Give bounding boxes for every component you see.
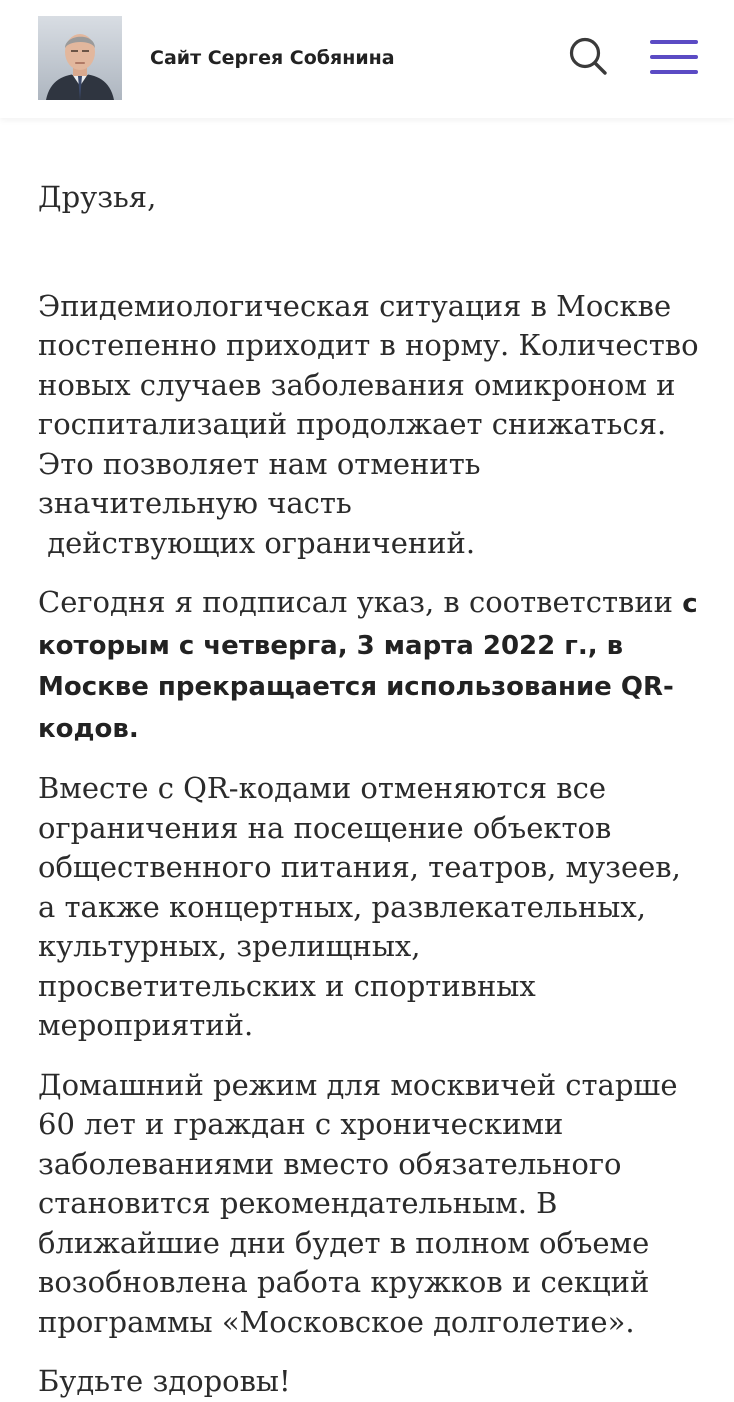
menu-button[interactable] <box>650 38 698 76</box>
site-title[interactable]: Сайт Сергея Собянина <box>150 47 395 69</box>
person-photo-icon <box>38 16 122 100</box>
paragraph-decree <box>38 583 706 749</box>
hamburger-menu-icon <box>650 38 698 76</box>
paragraph-restrictions: Вместе с QR-кодами отменяются все ограничения на посещение объектов общественного питания, театров, музеев, а также концертных, развлекательных, культурных, зрелищных, просветительских и спортивных мероприятий. <box>38 771 681 1042</box>
avatar[interactable] <box>38 16 122 100</box>
search-icon <box>566 34 610 78</box>
greeting: Друзья, <box>38 180 157 214</box>
article-body <box>38 178 706 1402</box>
search-button[interactable] <box>566 34 610 78</box>
paragraph-situation: Эпидемиологическая ситуация в Москве постепенно приходит в норму. Количество новых случаев заболевания омикроном и госпитализаций продолжает снижаться. Это позволяет нам отменить значительную часть <box>38 288 699 520</box>
decree-highlight: с которым с четверга, 3 марта 2022 г., в Москве прекращается использование QR-кодов. <box>38 589 698 744</box>
paragraph-situation-tail: действующих ограничений. <box>47 525 476 560</box>
closing-line: Будьте здоровы! <box>38 1364 291 1398</box>
paragraph-home-regime: Домашний режим для москвичей старше 60 лет и граждан с хроническими заболеваниями вместо обязательного становится рекомендательным. В ближайшие дни будет в полном объеме возобновлена работа кружков и секций программы «Московское долголетие». <box>38 1067 678 1339</box>
decree-text: Сегодня я подписал указ, в соответствии <box>38 585 683 619</box>
site-header <box>0 0 734 118</box>
